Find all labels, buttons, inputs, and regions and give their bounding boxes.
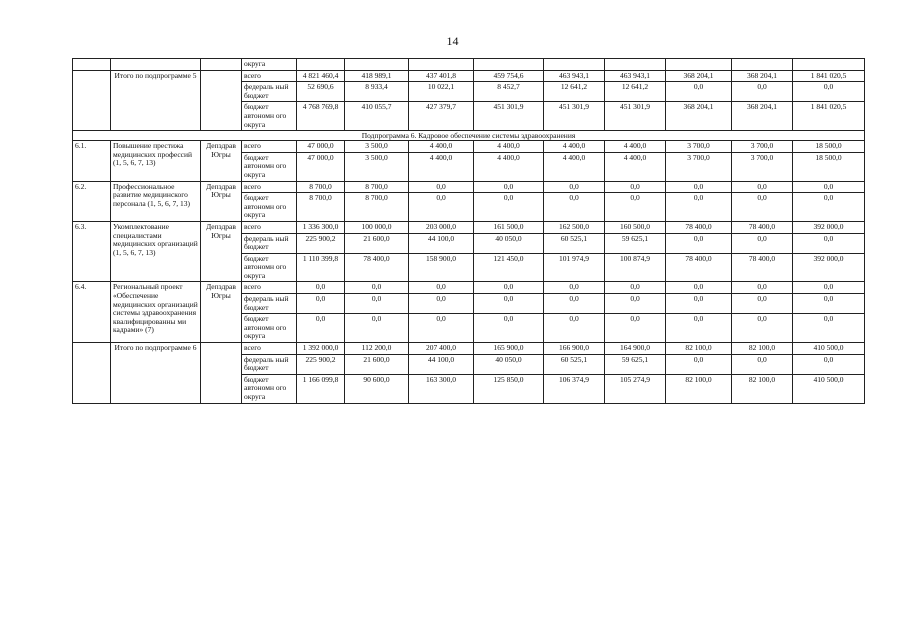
blank-cell	[73, 343, 111, 404]
item-name: Укомплектование специалистами медицинских организаций (1, 5, 6, 7, 13)	[111, 221, 201, 282]
value-cell: 451 301,9	[605, 102, 666, 131]
value-cell: 82 100,0	[732, 374, 793, 403]
value-cell: 82 100,0	[732, 343, 793, 355]
value-cell: 40 050,0	[474, 354, 544, 374]
value-cell: 437 401,8	[409, 70, 474, 82]
value-cell: 0,0	[409, 282, 474, 294]
value-cell: 1 110 399,8	[297, 253, 345, 282]
blank-cell	[793, 59, 865, 71]
value-cell: 4 400,0	[544, 152, 605, 181]
item-number: 6.4.	[73, 282, 111, 343]
value-cell: 78 400,0	[666, 253, 732, 282]
funding-source-cell: бюджет автономн ого округа	[242, 314, 297, 343]
table-row	[73, 59, 865, 71]
value-cell: 121 450,0	[474, 253, 544, 282]
value-cell: 0,0	[732, 193, 793, 222]
value-cell: 10 022,1	[409, 82, 474, 102]
value-cell: 0,0	[666, 294, 732, 314]
table-row	[73, 181, 865, 193]
item-number: 6.3.	[73, 221, 111, 282]
value-cell: 0,0	[409, 294, 474, 314]
value-cell: 0,0	[793, 193, 865, 222]
value-cell: 0,0	[666, 282, 732, 294]
value-cell: 0,0	[732, 294, 793, 314]
value-cell: 0,0	[409, 181, 474, 193]
value-cell: 163 300,0	[409, 374, 474, 403]
value-cell: 459 754,6	[474, 70, 544, 82]
value-cell: 0,0	[297, 282, 345, 294]
value-cell: 392 000,0	[793, 253, 865, 282]
value-cell: 165 900,0	[474, 343, 544, 355]
value-cell: 100 000,0	[345, 221, 409, 233]
value-cell: 8 700,0	[297, 193, 345, 222]
value-cell: 418 989,1	[345, 70, 409, 82]
value-cell: 410 055,7	[345, 102, 409, 131]
value-cell: 0,0	[345, 294, 409, 314]
value-cell: 4 400,0	[409, 152, 474, 181]
value-cell: 8 452,7	[474, 82, 544, 102]
funding-source-cell: всего	[242, 343, 297, 355]
blank-cell	[732, 59, 793, 71]
value-cell: 1 166 099,8	[297, 374, 345, 403]
value-cell: 225 900,2	[297, 233, 345, 253]
value-cell: 0,0	[474, 314, 544, 343]
blank-cell	[201, 343, 242, 404]
value-cell: 3 700,0	[732, 152, 793, 181]
page-number: 14	[446, 34, 459, 48]
value-cell: 3 700,0	[732, 141, 793, 153]
funding-source-cell: федераль ный бюджет	[242, 233, 297, 253]
value-cell: 3 500,0	[345, 141, 409, 153]
table-row	[73, 282, 865, 294]
budget-table	[72, 58, 865, 404]
value-cell: 0,0	[793, 233, 865, 253]
funding-source-cell: федераль ный бюджет	[242, 82, 297, 102]
value-cell: 0,0	[345, 282, 409, 294]
value-cell: 4 400,0	[474, 152, 544, 181]
item-number: 6.1.	[73, 141, 111, 181]
value-cell: 3 700,0	[666, 141, 732, 153]
value-cell: 4 821 460,4	[297, 70, 345, 82]
value-cell: 0,0	[793, 314, 865, 343]
value-cell: 427 379,7	[409, 102, 474, 131]
funding-source-cell: бюджет автономн ого округа	[242, 374, 297, 403]
executor-cell: Депздрав Югры	[201, 282, 242, 343]
value-cell: 4 400,0	[605, 141, 666, 153]
value-cell: 0,0	[666, 82, 732, 102]
value-cell: 451 301,9	[544, 102, 605, 131]
funding-source-cell: всего	[242, 181, 297, 193]
blank-cell	[201, 59, 242, 71]
value-cell: 0,0	[732, 314, 793, 343]
value-cell: 463 943,1	[544, 70, 605, 82]
value-cell: 0,0	[605, 314, 666, 343]
value-cell: 12 641,2	[544, 82, 605, 102]
blank-cell	[474, 59, 544, 71]
blank-cell	[297, 59, 345, 71]
value-cell: 162 500,0	[544, 221, 605, 233]
blank-cell	[605, 59, 666, 71]
value-cell: 8 700,0	[345, 193, 409, 222]
value-cell: 0,0	[297, 294, 345, 314]
funding-source-cell: федераль ный бюджет	[242, 294, 297, 314]
subprogram-header: Подпрограмма 6. Кадровое обеспечение системы здравоохранения	[73, 131, 865, 141]
value-cell: 0,0	[732, 233, 793, 253]
funding-source-cell: всего	[242, 70, 297, 82]
value-cell: 1 841 020,5	[793, 70, 865, 82]
value-cell: 82 100,0	[666, 374, 732, 403]
funding-source-cell: всего	[242, 221, 297, 233]
value-cell: 0,0	[474, 181, 544, 193]
value-cell: 21 600,0	[345, 233, 409, 253]
value-cell: 44 100,0	[409, 233, 474, 253]
value-cell: 1 841 020,5	[793, 102, 865, 131]
funding-source-cell: федераль ный бюджет	[242, 354, 297, 374]
value-cell: 90 600,0	[345, 374, 409, 403]
blank-cell	[111, 59, 201, 71]
funding-source-cell: всего	[242, 282, 297, 294]
item-number: 6.2.	[73, 181, 111, 221]
value-cell: 78 400,0	[345, 253, 409, 282]
value-cell: 47 000,0	[297, 141, 345, 153]
value-cell: 40 050,0	[474, 233, 544, 253]
value-cell: 100 874,9	[605, 253, 666, 282]
value-cell: 0,0	[666, 354, 732, 374]
value-cell: 160 500,0	[605, 221, 666, 233]
value-cell: 0,0	[409, 193, 474, 222]
totals-label: Итого по подпрограмме 5	[111, 70, 201, 131]
value-cell: 8 700,0	[297, 181, 345, 193]
value-cell: 368 204,1	[732, 102, 793, 131]
value-cell: 451 301,9	[474, 102, 544, 131]
value-cell: 125 850,0	[474, 374, 544, 403]
value-cell: 0,0	[793, 294, 865, 314]
value-cell: 101 974,9	[544, 253, 605, 282]
item-name: Профессиональное развитие медицинского персонала (1, 5, 6, 7, 13)	[111, 181, 201, 221]
value-cell: 161 500,0	[474, 221, 544, 233]
table-row	[73, 221, 865, 233]
value-cell: 0,0	[544, 193, 605, 222]
table-row	[73, 131, 865, 141]
totals-label: Итого по подпрограмме 6	[111, 343, 201, 404]
funding-source-cell: бюджет автономн ого округа	[242, 193, 297, 222]
funding-source-cell: бюджет автономн ого округа	[242, 102, 297, 131]
value-cell: 207 400,0	[409, 343, 474, 355]
funding-source-cell: округа	[242, 59, 297, 71]
value-cell: 0,0	[732, 282, 793, 294]
value-cell: 4 768 769,8	[297, 102, 345, 131]
value-cell: 60 525,1	[544, 354, 605, 374]
value-cell: 368 204,1	[732, 70, 793, 82]
value-cell: 4 400,0	[474, 141, 544, 153]
executor-cell: Депздрав Югры	[201, 181, 242, 221]
value-cell: 4 400,0	[605, 152, 666, 181]
blank-cell	[345, 59, 409, 71]
executor-cell: Депздрав Югры	[201, 141, 242, 181]
value-cell: 106 374,9	[544, 374, 605, 403]
value-cell: 112 200,0	[345, 343, 409, 355]
value-cell: 78 400,0	[666, 221, 732, 233]
item-name: Повышение престижа медицинских профессий (1, 5, 6, 7, 13)	[111, 141, 201, 181]
funding-source-cell: всего	[242, 141, 297, 153]
blank-cell	[666, 59, 732, 71]
value-cell: 0,0	[474, 193, 544, 222]
value-cell: 0,0	[666, 181, 732, 193]
table-row	[73, 70, 865, 82]
value-cell: 0,0	[732, 354, 793, 374]
value-cell: 0,0	[732, 181, 793, 193]
value-cell: 410 500,0	[793, 343, 865, 355]
item-name: Региональный проект «Обеспечение медицинских организаций системы здравоохранения квалифицированны ми кадрами» (7)	[111, 282, 201, 343]
value-cell: 0,0	[544, 294, 605, 314]
value-cell: 18 500,0	[793, 141, 865, 153]
value-cell: 59 625,1	[605, 233, 666, 253]
value-cell: 0,0	[605, 181, 666, 193]
value-cell: 0,0	[544, 282, 605, 294]
blank-cell	[201, 70, 242, 131]
value-cell: 8 700,0	[345, 181, 409, 193]
value-cell: 44 100,0	[409, 354, 474, 374]
value-cell: 78 400,0	[732, 253, 793, 282]
value-cell: 0,0	[666, 233, 732, 253]
value-cell: 1 392 000,0	[297, 343, 345, 355]
blank-cell	[409, 59, 474, 71]
value-cell: 463 943,1	[605, 70, 666, 82]
value-cell: 0,0	[793, 82, 865, 102]
value-cell: 0,0	[544, 181, 605, 193]
value-cell: 0,0	[666, 314, 732, 343]
value-cell: 0,0	[409, 314, 474, 343]
value-cell: 59 625,1	[605, 354, 666, 374]
value-cell: 1 336 300,0	[297, 221, 345, 233]
table-row	[73, 141, 865, 153]
value-cell: 0,0	[605, 193, 666, 222]
value-cell: 78 400,0	[732, 221, 793, 233]
value-cell: 60 525,1	[544, 233, 605, 253]
value-cell: 392 000,0	[793, 221, 865, 233]
value-cell: 0,0	[605, 282, 666, 294]
value-cell: 0,0	[474, 294, 544, 314]
value-cell: 105 274,9	[605, 374, 666, 403]
value-cell: 0,0	[605, 294, 666, 314]
value-cell: 164 900,0	[605, 343, 666, 355]
value-cell: 166 900,0	[544, 343, 605, 355]
blank-cell	[73, 59, 111, 71]
value-cell: 410 500,0	[793, 374, 865, 403]
value-cell: 52 690,6	[297, 82, 345, 102]
value-cell: 225 900,2	[297, 354, 345, 374]
value-cell: 3 700,0	[666, 152, 732, 181]
value-cell: 0,0	[297, 314, 345, 343]
value-cell: 8 933,4	[345, 82, 409, 102]
table-row	[73, 343, 865, 355]
value-cell: 3 500,0	[345, 152, 409, 181]
blank-cell	[544, 59, 605, 71]
value-cell: 12 641,2	[605, 82, 666, 102]
value-cell: 0,0	[345, 314, 409, 343]
value-cell: 18 500,0	[793, 152, 865, 181]
value-cell: 203 000,0	[409, 221, 474, 233]
value-cell: 21 600,0	[345, 354, 409, 374]
value-cell: 0,0	[544, 314, 605, 343]
value-cell: 4 400,0	[409, 141, 474, 153]
value-cell: 4 400,0	[544, 141, 605, 153]
blank-cell	[73, 70, 111, 131]
funding-source-cell: бюджет автономн ого округа	[242, 152, 297, 181]
value-cell: 0,0	[474, 282, 544, 294]
value-cell: 158 900,0	[409, 253, 474, 282]
value-cell: 0,0	[732, 82, 793, 102]
value-cell: 0,0	[793, 354, 865, 374]
executor-cell: Депздрав Югры	[201, 221, 242, 282]
value-cell: 368 204,1	[666, 70, 732, 82]
value-cell: 0,0	[793, 181, 865, 193]
value-cell: 82 100,0	[666, 343, 732, 355]
funding-source-cell: бюджет автономн ого округа	[242, 253, 297, 282]
value-cell: 0,0	[666, 193, 732, 222]
value-cell: 47 000,0	[297, 152, 345, 181]
value-cell: 0,0	[793, 282, 865, 294]
value-cell: 368 204,1	[666, 102, 732, 131]
